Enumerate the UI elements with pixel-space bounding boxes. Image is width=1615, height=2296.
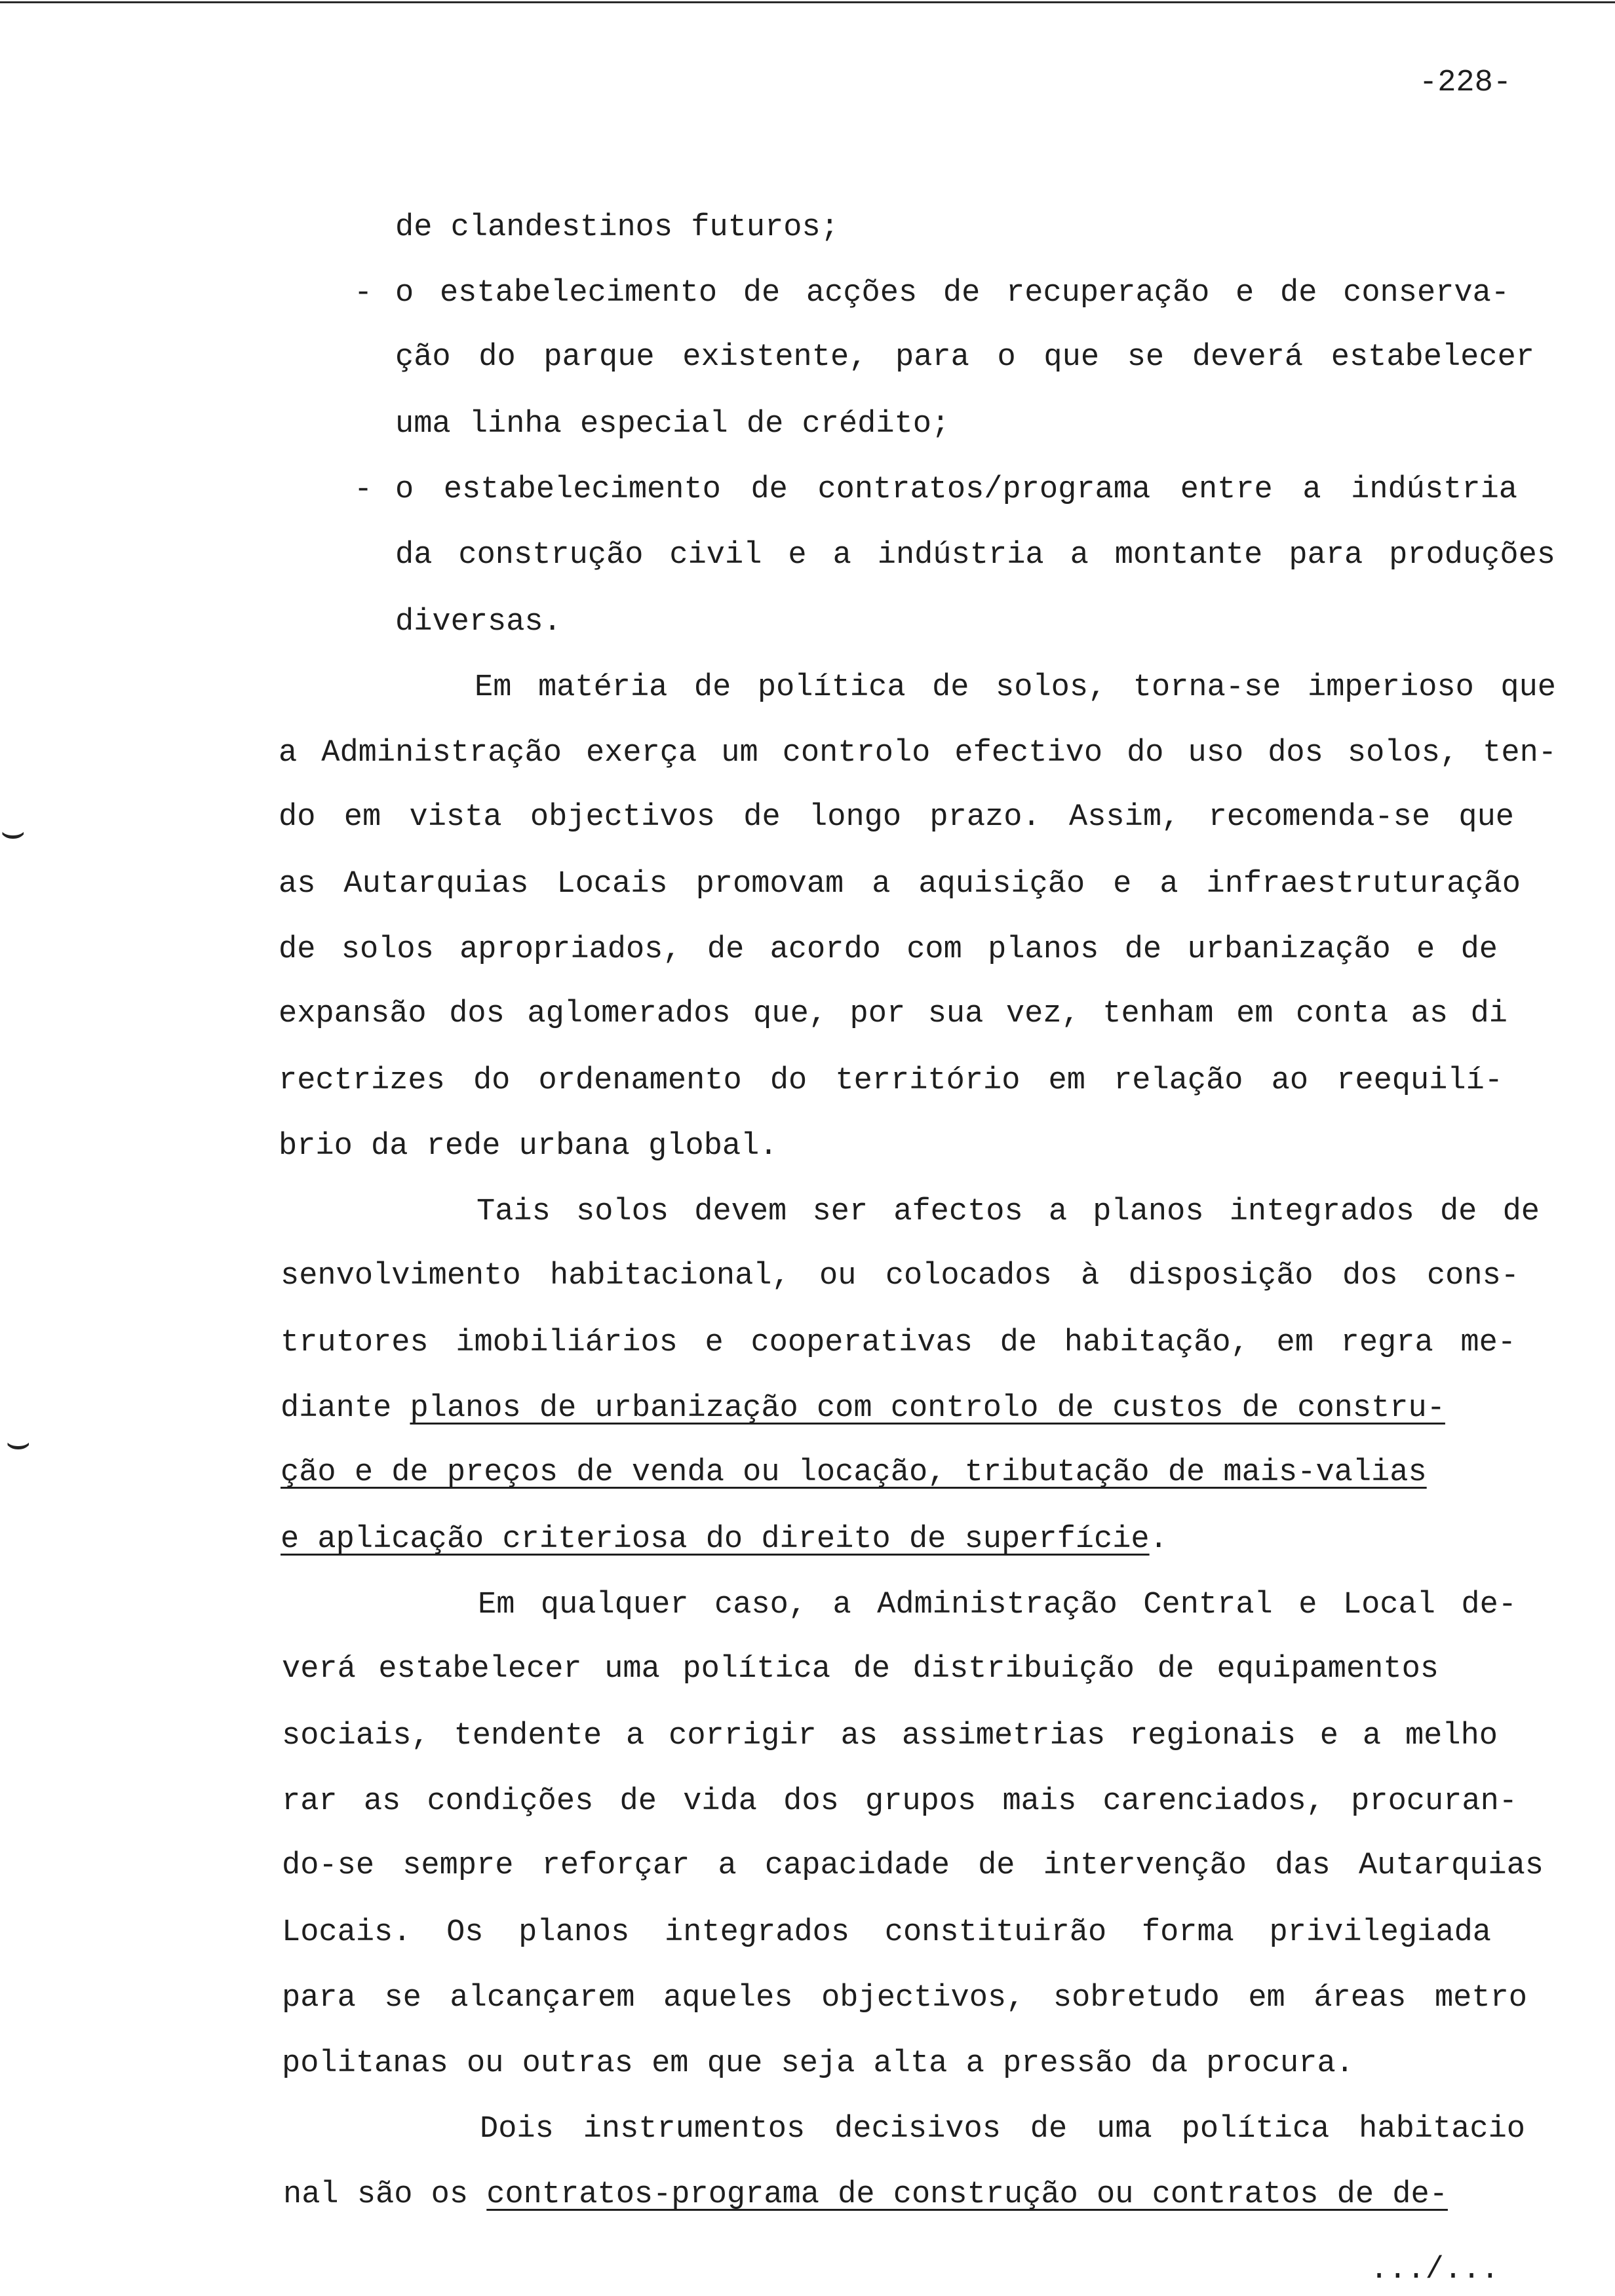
text-line: expansão dos aglomerados que, por sua vez, tenham em conta as di (279, 997, 1508, 1031)
text-line: senvolvimento habitacional, ou colocados à disposição dos cons- (281, 1259, 1519, 1293)
text-line: rar as condições de vida dos grupos mais carenciados, procuran- (282, 1784, 1517, 1819)
text-line: uma linha especial de crédito; (395, 407, 950, 442)
text-line: o estabelecimento de acções de recuperação e de conserva- (395, 276, 1509, 311)
text-line: de clandestinos futuros; (395, 210, 839, 245)
margin-tick-mark: ⌣ (5, 1423, 31, 1468)
text-line: sociais, tendente a corrigir as assimetrias regionais e a melho (282, 1719, 1498, 1753)
text-line: Em matéria de política de solos, torna-se imperioso que (475, 670, 1556, 705)
text-line: Locais. Os planos integrados constituirão forma privilegiada (282, 1915, 1491, 1950)
text-line: de solos apropriados, de acordo com planos de urbanização e de (279, 932, 1498, 967)
text-line (283, 2175, 1448, 2215)
text-line: ção do parque existente, para o que se deverá estabelecer (395, 340, 1534, 375)
bullet-dash: - (354, 472, 373, 507)
text-plain: nal são os (283, 2177, 487, 2212)
text-line: o estabelecimento de contratos/programa entre a indústria (395, 472, 1517, 507)
text-line (281, 1453, 1427, 1493)
text-line: rectrizes do ordenamento do território em relação ao reequilí- (279, 1063, 1503, 1098)
top-rule (0, 1, 1615, 3)
page-number: -228- (1419, 66, 1512, 100)
underlined-text: ção e de preços de venda ou locação, tributação de mais-valias (281, 1455, 1427, 1490)
underlined-text: contratos-programa de construção ou contratos de de- (486, 2177, 1448, 2212)
continuation-marker: .../... (1370, 2253, 1500, 2287)
text-line: diversas. (395, 605, 562, 640)
margin-tick-mark: ⌣ (0, 813, 26, 857)
text-line: Dois instrumentos decisivos de uma política habitacio (480, 2112, 1525, 2147)
text-line (281, 1389, 1445, 1428)
text-plain: . (1149, 1522, 1168, 1557)
text-line: trutores imobiliários e cooperativas de habitação, em regra me- (281, 1326, 1516, 1360)
text-line: para se alcançarem aqueles objectivos, sobretudo em áreas metro (282, 1981, 1527, 2016)
bullet-dash: - (354, 276, 373, 311)
text-line: Tais solos devem ser afectos a planos integrados de de (477, 1195, 1540, 1229)
text-line: da construção civil e a indústria a montante para produções (395, 538, 1555, 573)
text-line: politanas ou outras em que seja alta a pressão da procura. (282, 2046, 1354, 2081)
text-line: do em vista objectivos de longo prazo. Assim, recomenda-se que (279, 800, 1514, 835)
text-plain: diante (281, 1391, 410, 1426)
text-line: brio da rede urbana global. (279, 1129, 778, 1164)
text-line: Em qualquer caso, a Administração Central e Local de- (478, 1588, 1517, 1622)
text-line: a Administração exerça um controlo efectivo do uso dos solos, ten- (279, 736, 1557, 771)
text-line: verá estabelecer uma política de distribuição de equipamentos (282, 1652, 1439, 1687)
text-line: do-se sempre reforçar a capacidade de intervenção das Autarquias (282, 1848, 1544, 1883)
text-line: as Autarquias Locais promovam a aquisição e a infraestruturação (279, 867, 1521, 902)
underlined-text: e aplicação criteriosa do direito de superfície (281, 1522, 1150, 1557)
underlined-text: planos de urbanização com controlo de custos de constru- (410, 1391, 1445, 1426)
text-line (281, 1520, 1168, 1559)
